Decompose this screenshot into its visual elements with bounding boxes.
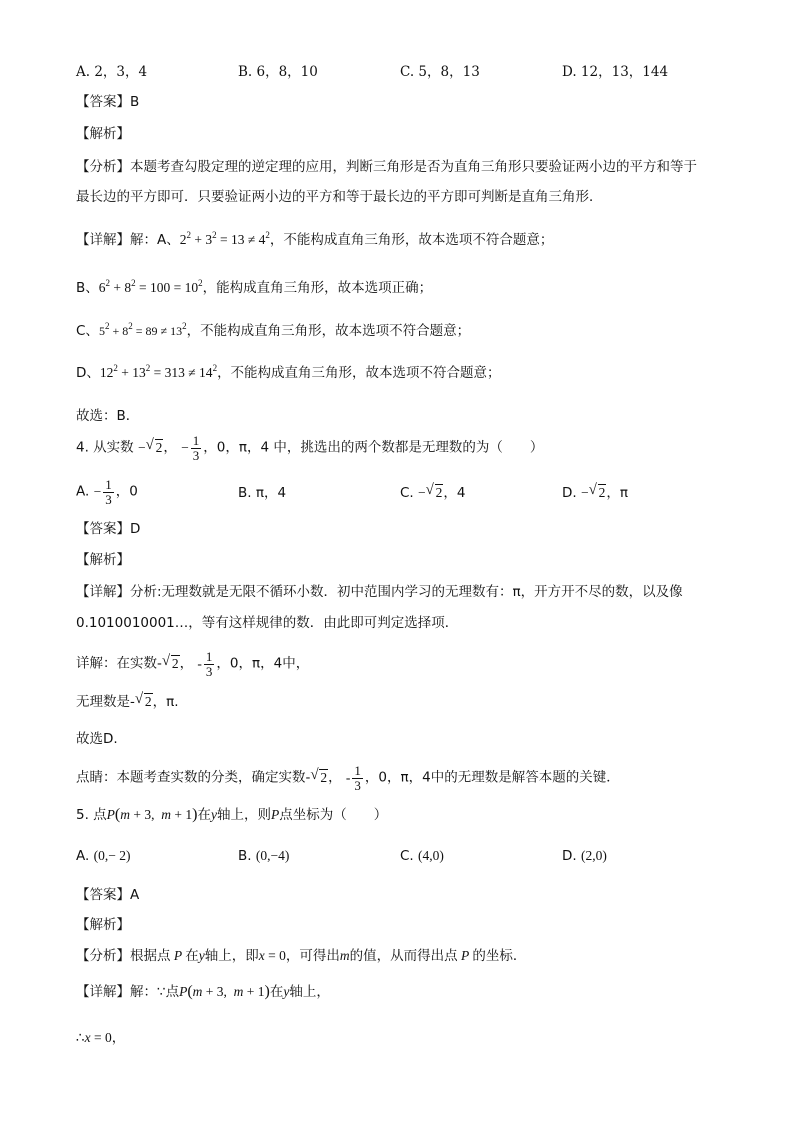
detail-b-suffix: ，能构成直角三角形，故本选项正确；	[202, 280, 433, 296]
q5-analysis-tag: 【解析】	[76, 917, 130, 933]
q4-detail-line1: 【详解】分析:无理数就是无限不循环小数．初中范围内学习的无理数有：π，开方开不尽的数，以及像	[76, 584, 683, 600]
detail-c-prefix: C、	[76, 323, 99, 339]
q4-option-d: D. − √ 2，π	[562, 482, 628, 501]
detail-a-formula: $2^2 + 3^2 = 13 \ne 4^2$	[179, 230, 270, 247]
q3-option-b: B. 6，8，10	[238, 64, 318, 80]
q4-option-a: A. − $\frac{1}{3}$ ，0	[76, 477, 138, 507]
q3-option-d: D. 12，13，144	[562, 64, 669, 80]
q4-stem: 4. 从实数 − √ 2， − $\frac{1}{3}$ ，0，π，4 中，挑选出的两个数都是无理数的为（ ）	[76, 433, 544, 463]
q5-option-b: B. (0,−4)	[238, 848, 290, 864]
q4-stem-prefix: 4. 从实数	[76, 439, 134, 456]
q3-detail-b	[76, 279, 432, 297]
q3-fenxi-line1: 【分析】本题考查勾股定理的逆定理的应用，判断三角形是否为直角三角形只要验证两小边的平方和等于	[76, 159, 697, 175]
detail-d-suffix: ，不能构成直角三角形，故本选项不符合题意；	[217, 365, 501, 381]
detail-a-prefix: 【详解】解：A、	[76, 232, 180, 248]
detail-c-formula: $5^2 + 8^2 = 89 \ne 13^2$	[98, 321, 187, 338]
q4-analysis-tag: 【解析】	[76, 552, 130, 568]
neg-one-third: − $\frac{1}{3}$	[181, 433, 200, 463]
q3-detail-c	[76, 322, 470, 340]
neg-sqrt2: − √ 2	[137, 436, 163, 455]
q5-detail: 【详解】解：∵点P(m + 3, m + 1)在y轴上，	[76, 983, 330, 1000]
q4-detail-line2: 0.1010010001…，等有这样规律的数．由此即可判定选择项．	[76, 615, 459, 631]
q5-therefore: ∴x = 0，	[76, 1030, 126, 1046]
q5-answer: 【答案】A	[76, 887, 140, 903]
detail-b-formula: $6^2 + 8^2 = 100 = 10^2$	[98, 278, 203, 295]
q4-xiangjie: 详解：在实数- √ 2， - $\frac{1}{3}$ ，0，π，4中，	[76, 649, 310, 679]
detail-b-prefix: B、	[76, 280, 99, 296]
q3-fenxi-line2: 最长边的平方即可．只要验证两小边的平方和等于最长边的平方即可判断是直角三角形．	[76, 189, 603, 205]
q5-option-c: C. (4,0)	[400, 848, 444, 864]
q4-option-b: B. π，4	[238, 485, 287, 501]
q4-answer: 【答案】D	[76, 521, 141, 537]
q5-option-a: A. (0,− 2)	[76, 848, 131, 864]
q3-option-a: A. 2，3，4	[76, 64, 148, 80]
q5-fenxi: 【分析】根据点 P 在y轴上，即x = 0，可得出m的值，从而得出点 P 的坐标．	[76, 948, 527, 964]
q5-option-d: D. (2,0)	[562, 848, 607, 864]
q3-answer: 【答案】B	[76, 94, 140, 110]
q3-conclusion: 故选：B．	[76, 408, 140, 424]
q3-option-c: C. 5，8，13	[400, 64, 480, 80]
q3-detail-d	[76, 364, 501, 382]
q4-irrational: 无理数是- √ 2，π.	[76, 691, 179, 710]
detail-d-formula: $12^2 + 13^2 = 313 \ne 14^2$	[99, 363, 218, 380]
q3-analysis-tag: 【解析】	[76, 126, 130, 142]
detail-c-suffix: ，不能构成直角三角形，故本选项不符合题意；	[186, 323, 471, 339]
q5-stem: 5. 点P(m + 3, m + 1)在y轴上，则P点坐标为（ ）	[76, 806, 388, 823]
q4-stem-suffix: ，0，π，4 中，挑选出的两个数都是无理数的为（ ）	[203, 439, 544, 456]
detail-d-prefix: D、	[76, 365, 100, 381]
detail-a-suffix: ，不能构成直角三角形，故本选项不符合题意；	[269, 232, 554, 248]
q4-option-c: C. − √ 2，4	[400, 482, 466, 501]
q3-detail-a	[76, 231, 553, 249]
q4-conclusion: 故选D.	[76, 731, 118, 747]
q4-dianjing: 点睛：本题考查实数的分类，确定实数- √ 2， - $\frac{1}{3}$ ，0，π，4中的无理数是解答本题的关键．	[76, 763, 620, 793]
